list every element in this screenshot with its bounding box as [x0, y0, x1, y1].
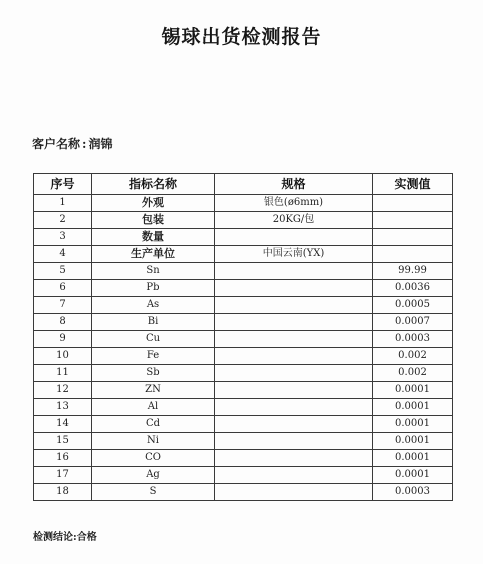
- row-item: Fe: [92, 348, 215, 365]
- row-spec: [215, 399, 373, 416]
- row-value: 0.0001: [373, 433, 453, 450]
- table-row: [34, 382, 453, 399]
- row-item: As: [92, 297, 215, 314]
- header-item-name: 指标名称: [92, 174, 215, 195]
- row-spec: 中国云南(YX): [215, 246, 373, 263]
- table-row: [34, 467, 453, 484]
- row-item: S: [92, 484, 215, 501]
- row-spec: [215, 484, 373, 501]
- row-item: CO: [92, 450, 215, 467]
- row-spec: 银色(ø6mm): [215, 195, 373, 212]
- header-specification: 规格: [215, 174, 373, 195]
- row-value: 0.0036: [373, 280, 453, 297]
- row-spec: [215, 450, 373, 467]
- table-row: [34, 195, 453, 212]
- customer-name: 润锦: [88, 137, 113, 151]
- row-value: 0.0003: [373, 331, 453, 348]
- row-value: [373, 229, 453, 246]
- row-no: 5: [34, 263, 92, 280]
- row-value: 0.0001: [373, 382, 453, 399]
- row-spec: [215, 382, 373, 399]
- customer-line: [32, 135, 112, 152]
- row-item: Cu: [92, 331, 215, 348]
- row-spec: 20KG/包: [215, 212, 373, 229]
- table-header-row: [34, 174, 453, 195]
- row-value: 99.99: [373, 263, 453, 280]
- row-no: 13: [34, 399, 92, 416]
- row-spec: [215, 263, 373, 280]
- table-row: [34, 365, 453, 382]
- row-no: 18: [34, 484, 92, 501]
- row-value: [373, 195, 453, 212]
- table-row: [34, 314, 453, 331]
- row-item: Ag: [92, 467, 215, 484]
- table-row: [34, 212, 453, 229]
- row-no: 4: [34, 246, 92, 263]
- row-spec: [215, 467, 373, 484]
- row-value: 0.0003: [373, 484, 453, 501]
- table-row: [34, 297, 453, 314]
- row-item: Bi: [92, 314, 215, 331]
- row-item: Pb: [92, 280, 215, 297]
- row-no: 15: [34, 433, 92, 450]
- row-value: [373, 246, 453, 263]
- table-row: [34, 399, 453, 416]
- inspection-conclusion: 检测结论:合格: [33, 532, 97, 543]
- table-row: [34, 433, 453, 450]
- row-spec: [215, 280, 373, 297]
- row-value: 0.002: [373, 365, 453, 382]
- row-no: 16: [34, 450, 92, 467]
- row-value: 0.0007: [373, 314, 453, 331]
- row-spec: [215, 229, 373, 246]
- row-item: 外观: [92, 195, 215, 212]
- row-spec: [215, 331, 373, 348]
- row-spec: [215, 314, 373, 331]
- table-row: [34, 484, 453, 501]
- row-item: 数量: [92, 229, 215, 246]
- row-spec: [215, 433, 373, 450]
- inspection-table: [33, 173, 453, 501]
- row-no: 8: [34, 314, 92, 331]
- row-no: 9: [34, 331, 92, 348]
- customer-separator: :: [82, 137, 87, 151]
- row-value: 0.0001: [373, 467, 453, 484]
- row-no: 12: [34, 382, 92, 399]
- row-spec: [215, 365, 373, 382]
- row-no: 11: [34, 365, 92, 382]
- row-no: 2: [34, 212, 92, 229]
- row-item: 生产单位: [92, 246, 215, 263]
- row-item: Cd: [92, 416, 215, 433]
- row-spec: [215, 416, 373, 433]
- row-no: 10: [34, 348, 92, 365]
- row-item: Sb: [92, 365, 215, 382]
- row-value: 0.0005: [373, 297, 453, 314]
- row-spec: [215, 348, 373, 365]
- table-row: [34, 331, 453, 348]
- row-no: 14: [34, 416, 92, 433]
- table-row: [34, 263, 453, 280]
- row-no: 17: [34, 467, 92, 484]
- customer-label: 客户名称: [32, 137, 81, 151]
- row-value: 0.0001: [373, 450, 453, 467]
- header-serial-no: 序号: [34, 174, 92, 195]
- row-item: 包装: [92, 212, 215, 229]
- row-item: Sn: [92, 263, 215, 280]
- row-no: 6: [34, 280, 92, 297]
- row-item: Al: [92, 399, 215, 416]
- document-title: 锡球出货检测报告: [161, 26, 322, 48]
- row-no: 3: [34, 229, 92, 246]
- row-spec: [215, 297, 373, 314]
- header-measured-value: 实测值: [373, 174, 453, 195]
- row-item: Ni: [92, 433, 215, 450]
- table-row: [34, 246, 453, 263]
- row-value: 0.0001: [373, 399, 453, 416]
- row-value: 0.0001: [373, 416, 453, 433]
- table-row: [34, 450, 453, 467]
- table-row: [34, 229, 453, 246]
- table-row: [34, 280, 453, 297]
- row-no: 1: [34, 195, 92, 212]
- row-value: 0.002: [373, 348, 453, 365]
- table-row: [34, 416, 453, 433]
- row-no: 7: [34, 297, 92, 314]
- row-value: [373, 212, 453, 229]
- table-row: [34, 348, 453, 365]
- row-item: ZN: [92, 382, 215, 399]
